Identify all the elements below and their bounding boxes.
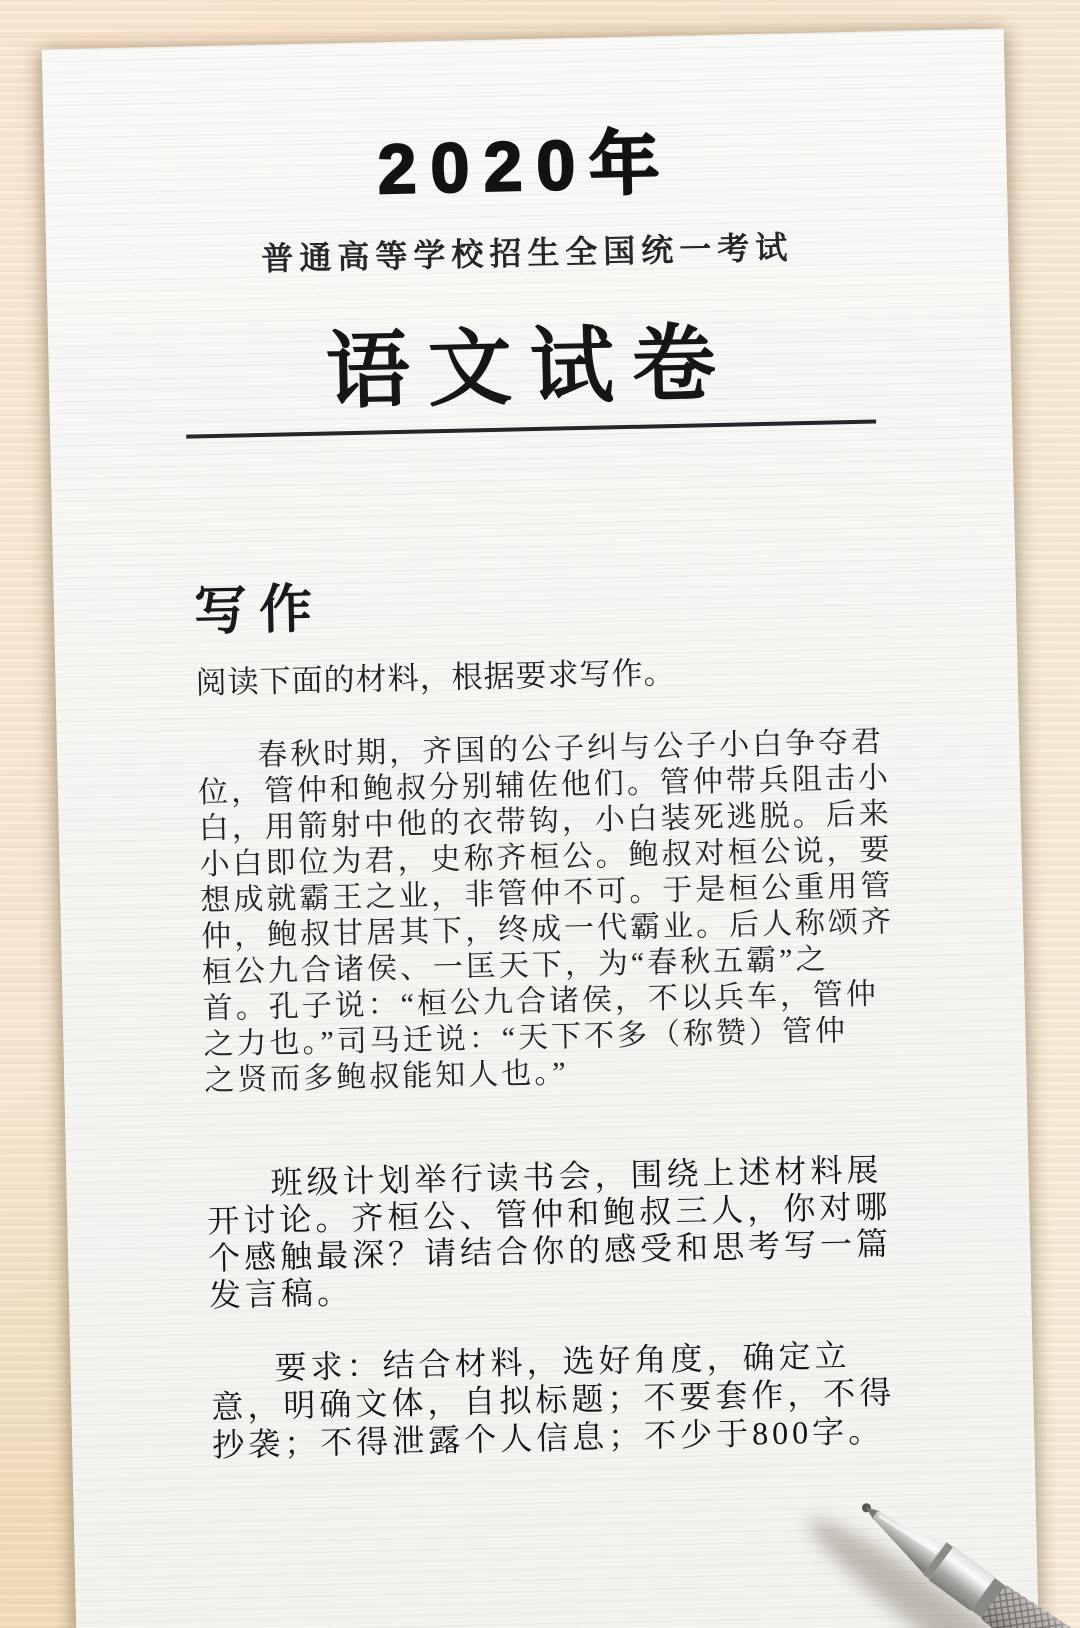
paper-header bbox=[44, 121, 1012, 442]
section-heading-writing: 写作 bbox=[193, 580, 325, 642]
intro-line: 阅读下面的材料，根据要求写作。 bbox=[195, 654, 676, 701]
paper-body bbox=[194, 571, 913, 1464]
exam-year-title: 2020年 bbox=[376, 123, 675, 209]
task-paragraph: 班级计划举行读书会，围绕上述材料展 开讨论。齐桓公、管仲和鲍叔三人，你对哪 个感触最深？请结合你的感受和思考写一篇 发言稿。 bbox=[206, 1151, 893, 1314]
material-paragraph: 春秋时期，齐国的公子纠与公子小白争夺君 位，管仲和鲍叔分别辅佐他们。管仲带兵阻击小 白，用箭射中他的衣带钩，小白装死逃脱。后来 小白即位为君，史称齐桓公。鲍叔对桓公说，要 想成就霸王之业，非管仲不可。于是桓公重用管 仲，鲍叔甘居其下，终成一代霸业。后人称颂齐 桓公九合诸侯、一匡天下，为“春秋五霸”之 首。孔子说：“桓公九合诸侯，不以兵车，管仲 之力也。”司马迁说：“天下不多（称赞）管仲 之贤而多鲍叔能知人也。” bbox=[197, 725, 895, 1098]
requirements-paragraph: 要求：结合材料，选好角度，确定立 意，明确文体，自拟标题；不要套作，不得 抄袭；不得泄露个人信息；不少于800字。 bbox=[211, 1337, 896, 1464]
header-divider-rule bbox=[186, 420, 876, 439]
paper-title: 语文试卷 bbox=[324, 317, 735, 420]
exam-name-subtitle: 普通高等学校招生全国统一考试 bbox=[260, 229, 794, 277]
exam-paper-sheet bbox=[42, 29, 1041, 1628]
